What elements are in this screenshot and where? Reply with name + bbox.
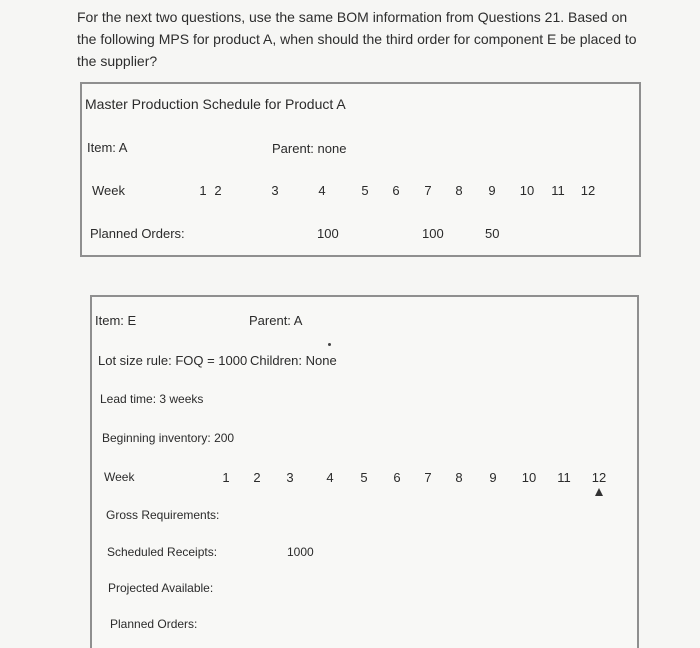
mrp-projected-available-label: Projected Available: xyxy=(108,581,214,595)
mps-week-7: 7 xyxy=(424,183,432,198)
mps-week-10: 10 xyxy=(519,183,535,198)
mps-item-label: Item: A xyxy=(87,140,128,155)
mrp-week-1: 1 xyxy=(222,470,230,485)
mps-planned-order-week7: 100 xyxy=(422,226,444,241)
mrp-week-2: 2 xyxy=(253,470,261,485)
mrp-item-label: Item: E xyxy=(95,313,137,328)
mrp-week-5: 5 xyxy=(360,470,368,485)
mps-week-3: 3 xyxy=(271,183,279,198)
mrp-children-label: Children: None xyxy=(250,353,337,368)
mrp-week-4: 4 xyxy=(326,470,334,485)
question-text: For the next two questions, use the same BOM information from Questions 21. Based on the following MPS for product A, when should the third order for component E be placed to the supplier? xyxy=(77,9,637,69)
mps-week-2: 2 xyxy=(214,183,222,198)
mrp-week-8: 8 xyxy=(455,470,463,485)
mrp-week-11: 11 xyxy=(557,470,571,485)
mrp-parent-label: Parent: A xyxy=(249,313,303,328)
mrp-gross-requirements-label: Gross Requirements: xyxy=(106,508,220,522)
mps-week-12: 12 xyxy=(580,183,596,198)
mps-week-8: 8 xyxy=(455,183,463,198)
mrp-box xyxy=(90,295,639,648)
mps-week-9: 9 xyxy=(488,183,496,198)
mrp-lot-size-rule: Lot size rule: FOQ = 1000 xyxy=(98,353,248,368)
mrp-lead-time: Lead time: 3 weeks xyxy=(100,392,204,406)
mps-box xyxy=(80,82,641,257)
mrp-scheduled-receipt-week3: 1000 xyxy=(287,545,314,559)
mrp-week-6: 6 xyxy=(393,470,401,485)
mps-planned-order-week9: 50 xyxy=(485,226,500,241)
mps-week-5: 5 xyxy=(361,183,369,198)
mrp-planned-orders-label: Planned Orders: xyxy=(110,617,198,631)
mps-title: Master Production Schedule for Product A xyxy=(85,96,346,112)
mps-week-label: Week xyxy=(92,183,125,198)
mrp-beginning-inventory: Beginning inventory: 200 xyxy=(102,431,235,445)
mrp-week-7: 7 xyxy=(424,470,432,485)
mps-week-1: 1 xyxy=(199,183,207,198)
mrp-week-9: 9 xyxy=(489,470,497,485)
mrp-week-12: 12 xyxy=(591,470,607,485)
mps-planned-order-week4: 100 xyxy=(317,226,339,241)
mps-planned-orders-label: Planned Orders: xyxy=(90,226,185,241)
mps-week-11: 11 xyxy=(551,183,565,198)
mrp-week-3: 3 xyxy=(286,470,294,485)
mrp-week-label: Week xyxy=(104,470,135,484)
mps-week-6: 6 xyxy=(392,183,400,198)
mps-parent-label: Parent: none xyxy=(272,141,347,156)
mrp-week-10: 10 xyxy=(521,470,537,485)
mrp-scheduled-receipts-label: Scheduled Receipts: xyxy=(107,545,218,559)
pencil-dot-mark xyxy=(328,343,331,346)
mps-week-4: 4 xyxy=(318,183,326,198)
mouse-cursor-icon xyxy=(595,488,603,496)
